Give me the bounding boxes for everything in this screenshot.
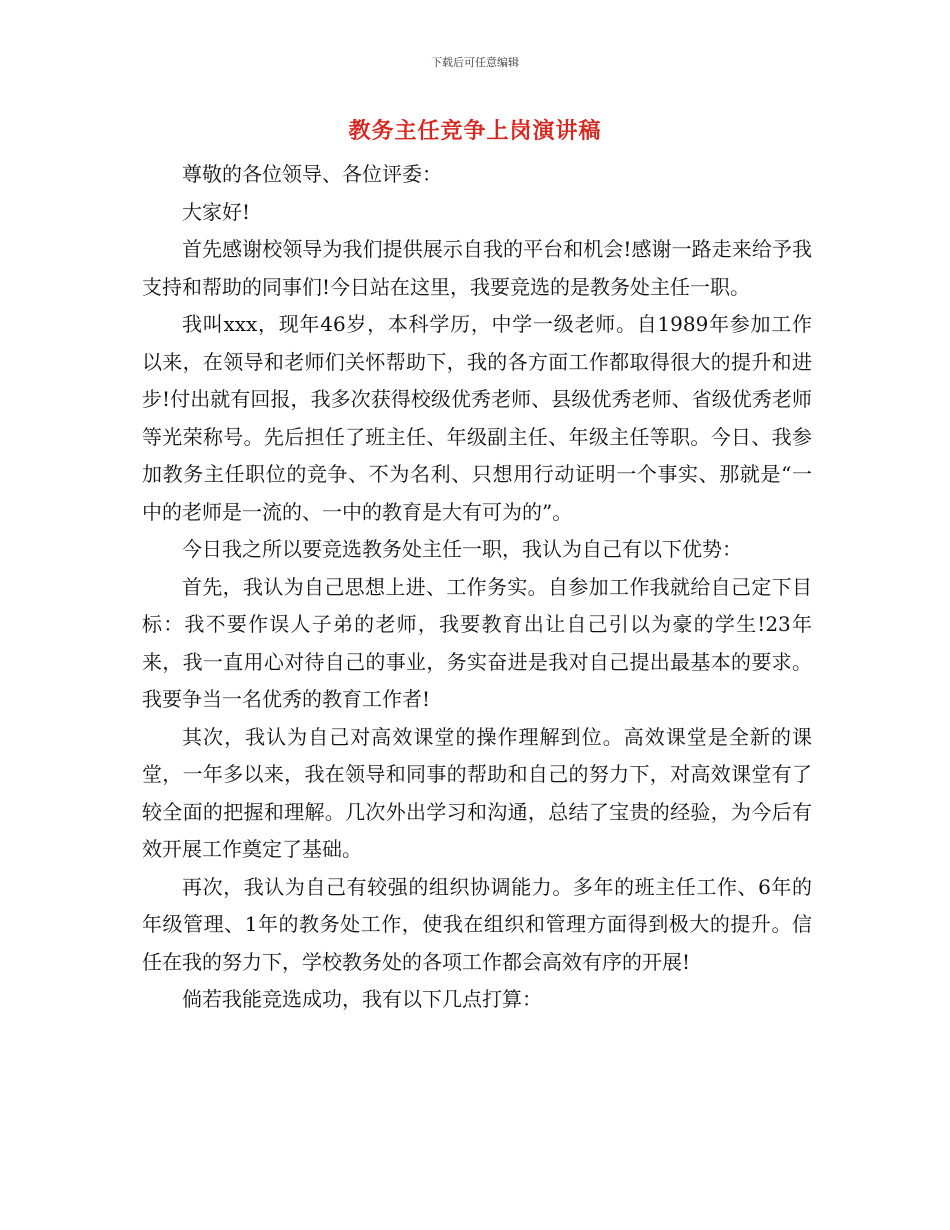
paragraph-introduction: 我叫xxx，现年46岁，本科学历，中学一级老师。自1989年参加工作以来，在领导和老师们关怀帮助下，我的各方面工作都取得很大的提升和进步!付出就有回报，我多次获得校级优秀老师、县级优秀老师、省级优秀老师等光荣称号。先后担任了班主任、年级副主任、年级主任等职。今日、我参加教务主任职位的竞争、不为名利、只想用行动证明一个事实、那就是“一中的老师是一流的、一中的教育是大有可为的”。 — [142, 312, 812, 524]
paragraph-salutation: 尊敬的各位领导、各位评委： — [182, 162, 442, 186]
paragraph-first-advantage: 首先，我认为自己思想上进、工作务实。自参加工作我就给自己定下目标：我不要作误人子弟的老师，我要教育出让自己引以为豪的学生!23年来，我一直用心对待自己的事业，务实奋进是我对自己提出最基本的要求。我要争当一名优秀的教育工作者! — [142, 574, 812, 711]
document-title: 教务主任竞争上岗演讲稿 — [348, 119, 602, 144]
paragraph-greeting: 大家好! — [182, 199, 251, 224]
paragraph-advantages-intro: 今日我之所以要竞选教务处主任一职，我认为自己有以下优势： — [182, 537, 742, 561]
header-note: 下载后可任意编辑 — [431, 56, 519, 69]
document-body — [142, 156, 812, 1019]
paragraph-third-advantage: 再次，我认为自己有较强的组织协调能力。多年的班主任工作、6年的年级管理、1年的教务处工作，使我在组织和管理方面得到极大的提升。信任在我的努力下，学校教务处的各项工作都会高效有序的开展! — [142, 874, 812, 974]
paragraph-thanks: 首先感谢校领导为我们提供展示自我的平台和机会!感谢一路走来给予我支持和帮助的同事们!今日站在这里，我要竞选的是教务处主任一职。 — [142, 237, 812, 299]
paragraph-plans-intro: 倘若我能竞选成功，我有以下几点打算： — [182, 987, 542, 1011]
paragraph-second-advantage: 其次，我认为自己对高效课堂的操作理解到位。高效课堂是全新的课堂，一年多以来，我在领导和同事的帮助和自己的努力下，对高效课堂有了较全面的把握和理解。几次外出学习和沟通，总结了宝贵的经验，为今后有效开展工作奠定了基础。 — [142, 724, 812, 861]
